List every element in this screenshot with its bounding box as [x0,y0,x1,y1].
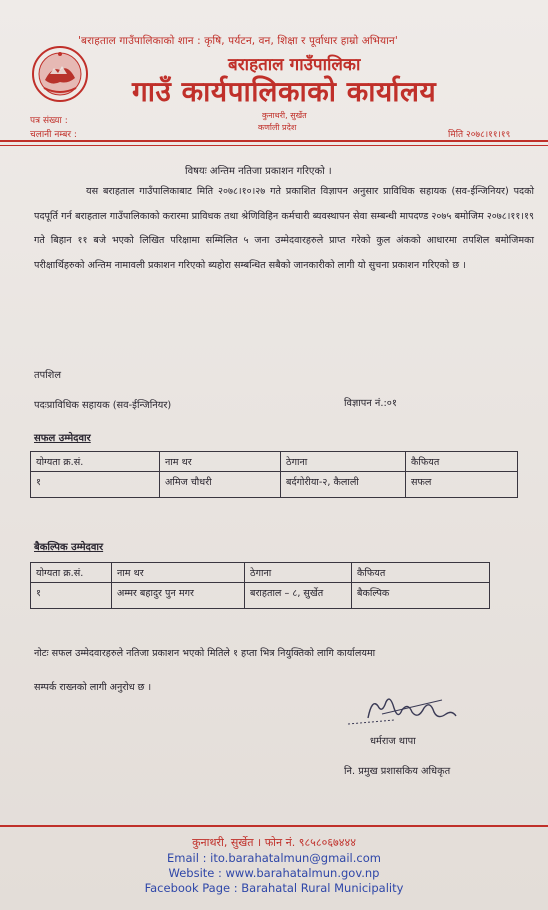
alternate-table [30,562,490,609]
subject-line: विषयः अन्तिम नतिजा प्रकाशन गरिएको । [185,166,332,177]
cell-name: अमिज चौधरी [160,472,281,498]
cell-serial: १ [31,583,112,609]
note-line-2: सम्पर्क राख्नको लागी अनुरोध छ । [34,682,152,693]
office-location: कुनाथरी, सुर्खेत [262,111,307,120]
letter-number-label: पत्र संख्या : [30,116,68,126]
header-cell: कैफियत [406,452,518,472]
table-header-row [31,563,490,583]
header-cell: ठेगाना [281,452,406,472]
office-name: गाउँ कार्यपालिकाको कार्यालय [132,75,437,108]
dispatch-number-label: चलानी नम्बर : [30,130,77,140]
post-label: पदःप्राविधिक सहायक (सव-ईन्जिनियर) [34,400,172,411]
letterhead-rule [0,140,548,142]
alternate-heading: बैकल्पिक उम्मेदवार [34,542,104,553]
note-line-1: नोटः सफल उम्मेदवारहरुले नतिजा प्रकाशन भएको मितिले १ हप्ता भित्र नियुक्तिको लागि कार्यालयमा [34,648,376,659]
cell-serial: १ [31,472,160,498]
footer-rule [0,825,548,827]
table-header-row [31,452,518,472]
cell-remark: सफल [406,472,518,498]
footer-facebook[interactable]: Facebook Page : Barahatal Rural Municipality [144,881,404,895]
header-cell: कैफियत [352,563,490,583]
letter-date: मिति २०७८।११।१९ [448,130,511,140]
footer-address: कुनाथरी, सुर्खेत । फोन नं. ९८५८०६७४४४ [192,836,356,849]
footer-email[interactable]: Email : ito.barahatalmun@gmail.com [167,851,381,865]
header-cell: योग्यता क्र.सं. [31,563,112,583]
letterhead-rule-thin [0,145,548,146]
header-cell: नाम थर [112,563,245,583]
successful-table [30,451,518,498]
tapashil-label: तपशिल [34,370,61,381]
body-text: यस बराहताल गाउँपालिकाबाट मिति २०७८।१०।२७ गते प्रकाशित विज्ञापन अनुसार प्राविधिक सहायक (सव-ईन्जिनियर) पदको पदपूर्ति गर्न बराहताल गाउँपालिकाको करारमा प्राविधक तथा श्रेणिविहिन कर्मचारी ब्यवस्थापन सेवा सम्बन्धी मापदण्ड २०७५ बमोजिम २०७८।११।१९ गते बिहान ११ बजे भएको लिखित परिक्षामा सम्मिलित ५ जना उम्मेदवारहरुले प्राप्त गरेको कुल अंकको आधारमा तपशिल बमोजिमका परीक्षार्थिहरुको अन्तिम नामावली प्रकाशन गरिएको ब्यहोरा सम्बन्धित सबैको जानकारीको लागी यो सुचना प्रकाशन गरिएको छ । [34,186,534,271]
nepal-emblem-logo [30,44,90,104]
handwritten-signature [342,690,462,732]
signatory-name: धर्मराज थापा [370,736,416,747]
header-cell: योग्यता क्र.सं. [31,452,160,472]
body-paragraph [34,180,534,278]
header-cell: नाम थर [160,452,281,472]
cell-remark: बैकल्पिक [352,583,490,609]
successful-heading: सफल उम्मेदवार [34,433,91,444]
signatory-title: नि. प्रमुख प्रशासकिय अधिकृत [344,766,451,777]
cell-name: अम्मर बहादुर पुन मगर [112,583,245,609]
cell-address: बराहताल – ८, सुर्खेत [245,583,352,609]
office-province: कर्णाली प्रदेश [258,123,297,132]
slogan: 'बराहताल गाउँपालिकाको शान : कृषि, पर्यटन, वन, शिक्षा र पूर्वाधार हाम्रो अभियान' [78,35,398,47]
header-cell: ठेगाना [245,563,352,583]
cell-address: बर्दगोरीया-२, कैलाली [281,472,406,498]
table-row [31,583,490,609]
footer-website[interactable]: Website : www.barahatalmun.gov.np [168,866,380,880]
table-row [31,472,518,498]
advert-number: विज्ञापन नं.:०१ [344,398,397,409]
municipality-name: बराहताल गाउँपालिका [228,55,361,75]
